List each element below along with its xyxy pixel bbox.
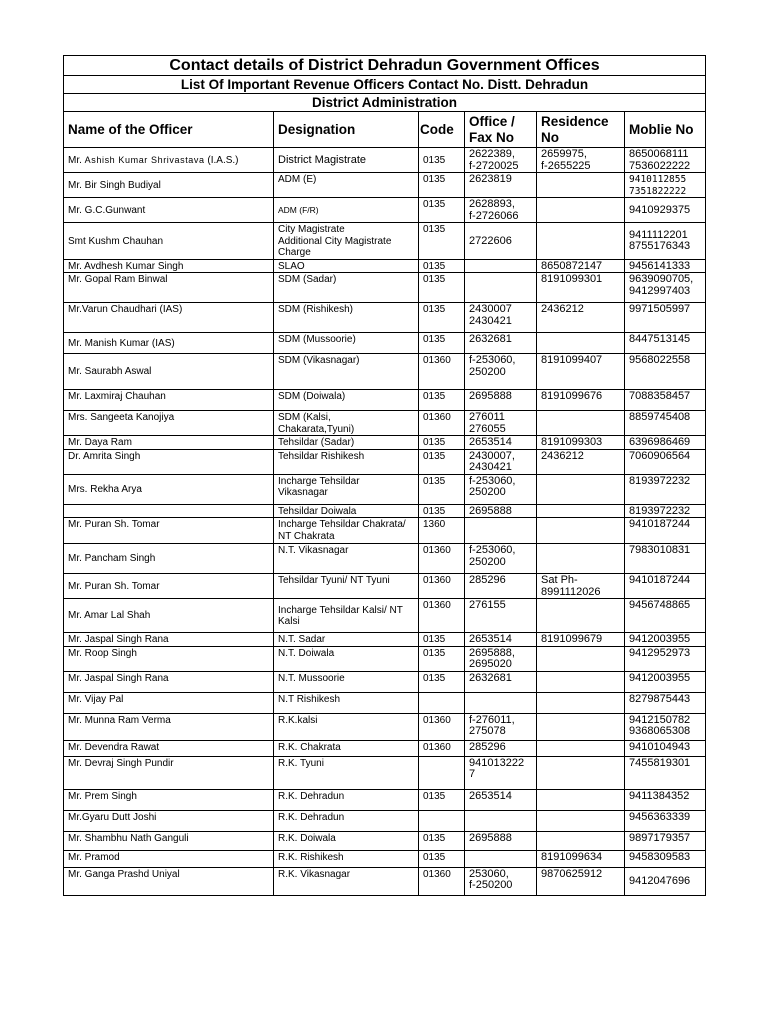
residence-cell (537, 756, 625, 789)
office-fax-cell: 2628893, f-2726066 (465, 198, 537, 223)
officer-name-cell: Mr. Amar Lal Shah (64, 599, 274, 633)
table-row (64, 633, 706, 647)
residence-cell (537, 713, 625, 740)
mobile-cell: 8193972232 (625, 504, 706, 518)
table-row (64, 574, 706, 599)
office-fax-cell: 276011 276055 (465, 411, 537, 436)
office-fax-cell: 2722606 (465, 223, 537, 260)
designation-cell: District Magistrate (274, 148, 419, 173)
table-row (64, 740, 706, 756)
residence-cell (537, 198, 625, 223)
office-fax-cell: 285296 (465, 740, 537, 756)
mobile-cell: 9639090705, 9412997403 (625, 273, 706, 303)
residence-cell (537, 671, 625, 692)
office-fax-cell: 285296 (465, 574, 537, 599)
table-row (64, 713, 706, 740)
office-fax-cell: 2695888 (465, 390, 537, 411)
mobile-cell: 7060906564 (625, 449, 706, 474)
code-cell: 0135 (419, 504, 465, 518)
residence-cell (537, 333, 625, 354)
mobile-cell: 9410187244 (625, 518, 706, 544)
officer-name-cell: Mr. Jaspal Singh Rana (64, 671, 274, 692)
mobile-cell: 9410187244 (625, 574, 706, 599)
designation-cell: SDM (Kalsi, Chakarata,Tyuni) (274, 411, 419, 436)
code-cell (419, 756, 465, 789)
mobile-cell: 6396986469 (625, 436, 706, 450)
table-row (64, 474, 706, 504)
mobile-cell: 9456363339 (625, 810, 706, 831)
mobile-cell: 9897179357 (625, 831, 706, 850)
code-cell: 0135 (419, 789, 465, 810)
designation-cell: N.T Rishikesh (274, 692, 419, 713)
table-row (64, 831, 706, 850)
officer-name-cell: Mr. Jaspal Singh Rana (64, 633, 274, 647)
mobile-cell: 9410112855 7351822222 (625, 173, 706, 198)
designation-cell: SDM (Sadar) (274, 273, 419, 303)
designation-cell: N.T. Vikasnagar (274, 544, 419, 574)
residence-cell (537, 789, 625, 810)
designation-cell: Tehsildar Doiwala (274, 504, 419, 518)
header-name: Name of the Officer (64, 112, 274, 148)
mobile-cell: 9456748865 (625, 599, 706, 633)
office-fax-cell (465, 273, 537, 303)
code-cell: 0135 (419, 633, 465, 647)
table-row (64, 518, 706, 544)
code-cell: 0135 (419, 474, 465, 504)
officer-name-cell (64, 504, 274, 518)
office-fax-cell: 2653514 (465, 789, 537, 810)
residence-cell: 8191099634 (537, 850, 625, 867)
residence-cell: Sat Ph- 8991112026 (537, 574, 625, 599)
code-cell: 0135 (419, 148, 465, 173)
table-row (64, 259, 706, 273)
officer-name-cell: Mr. Gopal Ram Binwal (64, 273, 274, 303)
office-fax-cell (465, 259, 537, 273)
code-cell: 01360 (419, 713, 465, 740)
officer-name-cell: Mr. Ganga Prashd Uniyal (64, 867, 274, 895)
officer-name-cell: Mr. Daya Ram (64, 436, 274, 450)
residence-cell: 2436212 (537, 449, 625, 474)
officer-name-cell: Mr. Devendra Rawat (64, 740, 274, 756)
table-row (64, 599, 706, 633)
residence-cell: 2436212 (537, 303, 625, 333)
document-title: Contact details of District Dehradun Government Offices (64, 56, 706, 76)
designation-cell: R.K. Rishikesh (274, 850, 419, 867)
designation-cell: R.K. Doiwala (274, 831, 419, 850)
code-cell: 01360 (419, 354, 465, 390)
table-row (64, 436, 706, 450)
residence-cell: 9870625912 (537, 867, 625, 895)
code-cell: 0135 (419, 831, 465, 850)
designation-cell: R.K.kalsi (274, 713, 419, 740)
officer-name-cell: Mr. Pancham Singh (64, 544, 274, 574)
section-heading: District Administration (64, 94, 706, 112)
designation-cell: Incharge Tehsildar Kalsi/ NT Kalsi (274, 599, 419, 633)
designation-cell: Tehsildar Rishikesh (274, 449, 419, 474)
officer-name-cell: Mr. Manish Kumar (IAS) (64, 333, 274, 354)
designation-cell: R.K. Vikasnagar (274, 867, 419, 895)
office-fax-cell: 2653514 (465, 633, 537, 647)
office-fax-cell: 2622389, f-2720025 (465, 148, 537, 173)
office-fax-cell: 253060, f-250200 (465, 867, 537, 895)
officer-name-cell: Mr. Shambhu Nath Ganguli (64, 831, 274, 850)
residence-cell (537, 740, 625, 756)
office-fax-cell: 2695888, 2695020 (465, 646, 537, 671)
officer-name-cell: Mr. Bir Singh Budiyal (64, 173, 274, 198)
code-cell: 0135 (419, 850, 465, 867)
designation-cell: SLAO (274, 259, 419, 273)
mobile-cell: 7983010831 (625, 544, 706, 574)
header-designation: Designation (274, 112, 419, 148)
table-row (64, 756, 706, 789)
mobile-cell: 8859745408 (625, 411, 706, 436)
office-fax-cell (465, 518, 537, 544)
designation-cell: SDM (Doiwala) (274, 390, 419, 411)
header-mobile: Moblie No (625, 112, 706, 148)
officer-name-cell (64, 148, 274, 173)
residence-cell (537, 544, 625, 574)
code-cell: 0135 (419, 646, 465, 671)
code-cell: 0135 (419, 198, 465, 223)
office-fax-cell (465, 692, 537, 713)
residence-cell: 8191099407 (537, 354, 625, 390)
document-subtitle: List Of Important Revenue Officers Contact No. Distt. Dehradun (64, 76, 706, 94)
table-row (64, 303, 706, 333)
code-cell: 01360 (419, 574, 465, 599)
designation-cell: SDM (Rishikesh) (274, 303, 419, 333)
designation-cell: ADM (F/R) (274, 198, 419, 223)
residence-cell (537, 810, 625, 831)
mobile-cell: 9458309583 (625, 850, 706, 867)
code-cell: 0135 (419, 303, 465, 333)
table-row (64, 789, 706, 810)
residence-cell: 8191099676 (537, 390, 625, 411)
mobile-cell: 8279875443 (625, 692, 706, 713)
code-cell: 0135 (419, 449, 465, 474)
officer-name-cell: Mr. Devraj Singh Pundir (64, 756, 274, 789)
office-fax-cell (465, 850, 537, 867)
code-cell: 01360 (419, 599, 465, 633)
officer-name-cell: Mr. Puran Sh. Tomar (64, 574, 274, 599)
residence-cell (537, 831, 625, 850)
code-cell: 0135 (419, 223, 465, 260)
table-row (64, 646, 706, 671)
residence-cell: 8650872147 (537, 259, 625, 273)
office-fax-cell: 2632681 (465, 333, 537, 354)
office-fax-cell: f-253060, 250200 (465, 354, 537, 390)
office-fax-cell: 2632681 (465, 671, 537, 692)
code-cell: 0135 (419, 273, 465, 303)
code-cell (419, 810, 465, 831)
officer-name-cell: Dr. Amrita Singh (64, 449, 274, 474)
residence-cell (537, 646, 625, 671)
mobile-cell: 7088358457 (625, 390, 706, 411)
code-cell: 0135 (419, 671, 465, 692)
office-fax-cell: 941013222 7 (465, 756, 537, 789)
mobile-cell: 9971505997 (625, 303, 706, 333)
mobile-cell: 9568022558 (625, 354, 706, 390)
officer-name-cell: Mr. Laxmiraj Chauhan (64, 390, 274, 411)
designation-cell: Incharge Tehsildar Vikasnagar (274, 474, 419, 504)
designation-cell: Incharge Tehsildar Chakrata/ NT Chakrata (274, 518, 419, 544)
officer-name-cell: Mrs. Rekha Arya (64, 474, 274, 504)
designation-cell: R.K. Dehradun (274, 789, 419, 810)
office-fax-cell: f-253060, 250200 (465, 474, 537, 504)
officer-name-cell: Smt Kushm Chauhan (64, 223, 274, 260)
subtitle-row (64, 76, 706, 94)
residence-cell (537, 173, 625, 198)
designation-cell: SDM (Mussoorie) (274, 333, 419, 354)
header-residence (537, 112, 625, 148)
officer-name-cell: Mr. Roop Singh (64, 646, 274, 671)
residence-cell (537, 599, 625, 633)
mobile-cell: 9410929375 (625, 198, 706, 223)
code-cell: 01360 (419, 867, 465, 895)
office-fax-cell: f-253060, 250200 (465, 544, 537, 574)
table-row (64, 850, 706, 867)
mobile-cell: 8447513145 (625, 333, 706, 354)
office-fax-cell: 2695888 (465, 831, 537, 850)
table-row (64, 223, 706, 260)
table-row (64, 671, 706, 692)
residence-cell: 8191099679 (537, 633, 625, 647)
code-cell: 0135 (419, 173, 465, 198)
code-cell: 0135 (419, 259, 465, 273)
mobile-cell: 8193972232 (625, 474, 706, 504)
mobile-cell: 9456141333 (625, 259, 706, 273)
contact-table (63, 55, 706, 896)
header-office-line2: Fax No (469, 129, 515, 145)
table-row (64, 867, 706, 895)
office-fax-cell: f-276011, 275078 (465, 713, 537, 740)
mobile-cell: 8650068111 7536022222 (625, 148, 706, 173)
section-row (64, 94, 706, 112)
table-row (64, 390, 706, 411)
header-code: Code (419, 112, 465, 148)
officer-name-cell: Mr. Prem Singh (64, 789, 274, 810)
mobile-cell: 9411112201 8755176343 (625, 223, 706, 260)
table-row (64, 504, 706, 518)
designation-cell: N.T. Sadar (274, 633, 419, 647)
officer-name-cell: Mr. Pramod (64, 850, 274, 867)
table-row (64, 148, 706, 173)
officer-name-cell: Mr.Varun Chaudhari (IAS) (64, 303, 274, 333)
code-cell: 0135 (419, 436, 465, 450)
header-residence-line2: No (541, 129, 559, 145)
officer-name-cell: Mr. G.C.Gunwant (64, 198, 274, 223)
mobile-cell: 9412047696 (625, 867, 706, 895)
designation-cell: Tehsildar Tyuni/ NT Tyuni (274, 574, 419, 599)
designation-cell: Tehsildar (Sadar) (274, 436, 419, 450)
mobile-cell: 9412952973 (625, 646, 706, 671)
officer-name-cell: Mr. Vijay Pal (64, 692, 274, 713)
office-fax-cell (465, 810, 537, 831)
residence-cell (537, 504, 625, 518)
mobile-cell: 9411384352 (625, 789, 706, 810)
designation-cell: City Magistrate Additional City Magistrate Charge (274, 223, 419, 260)
office-fax-cell: 2623819 (465, 173, 537, 198)
table-row (64, 273, 706, 303)
officer-name-cell: Mr. Puran Sh. Tomar (64, 518, 274, 544)
office-fax-cell: 2430007 2430421 (465, 303, 537, 333)
residence-cell (537, 223, 625, 260)
mobile-cell: 9412150782 9368065308 (625, 713, 706, 740)
code-cell: 0135 (419, 333, 465, 354)
code-cell: 01360 (419, 411, 465, 436)
header-residence-line1: Residence (541, 113, 609, 129)
code-cell: 01360 (419, 740, 465, 756)
officer-name-cell: Mr. Munna Ram Verma (64, 713, 274, 740)
officer-name-prefix: Mr. (68, 154, 85, 166)
officer-name-suffix: (I.A.S.) (204, 154, 239, 166)
table-row (64, 333, 706, 354)
officer-name-cell: Mr. Avdhesh Kumar Singh (64, 259, 274, 273)
table-row (64, 411, 706, 436)
code-cell (419, 692, 465, 713)
contact-sheet (63, 55, 705, 896)
office-fax-cell: 276155 (465, 599, 537, 633)
residence-cell: 2659975, f-2655225 (537, 148, 625, 173)
residence-cell (537, 411, 625, 436)
code-cell: 01360 (419, 544, 465, 574)
officer-name-cell: Mr.Gyaru Dutt Joshi (64, 810, 274, 831)
table-row (64, 173, 706, 198)
mobile-cell: 9412003955 (625, 671, 706, 692)
header-office (465, 112, 537, 148)
designation-cell: R.K. Tyuni (274, 756, 419, 789)
table-row (64, 544, 706, 574)
designation-cell: R.K. Dehradun (274, 810, 419, 831)
code-cell: 1360 (419, 518, 465, 544)
residence-cell (537, 692, 625, 713)
designation-cell: R.K. Chakrata (274, 740, 419, 756)
code-cell: 0135 (419, 390, 465, 411)
residence-cell: 8191099301 (537, 273, 625, 303)
officer-name-cell: Mrs. Sangeeta Kanojiya (64, 411, 274, 436)
table-row (64, 198, 706, 223)
mobile-cell: 7455819301 (625, 756, 706, 789)
residence-cell (537, 474, 625, 504)
office-fax-cell: 2430007, 2430421 (465, 449, 537, 474)
table-row (64, 810, 706, 831)
office-fax-cell: 2695888 (465, 504, 537, 518)
residence-cell (537, 518, 625, 544)
designation-cell: ADM (E) (274, 173, 419, 198)
designation-cell: N.T. Mussoorie (274, 671, 419, 692)
title-row (64, 56, 706, 76)
table-row (64, 354, 706, 390)
header-office-line1: Office / (469, 113, 515, 129)
designation-cell: N.T. Doiwala (274, 646, 419, 671)
designation-cell: SDM (Vikasnagar) (274, 354, 419, 390)
header-row (64, 112, 706, 148)
mobile-cell: 9410104943 (625, 740, 706, 756)
officer-name-main: Ashish Kumar Shrivastava (84, 154, 205, 165)
table-row (64, 692, 706, 713)
mobile-cell: 9412003955 (625, 633, 706, 647)
office-fax-cell: 2653514 (465, 436, 537, 450)
officer-name-cell: Mr. Saurabh Aswal (64, 354, 274, 390)
residence-cell: 8191099303 (537, 436, 625, 450)
table-row (64, 449, 706, 474)
